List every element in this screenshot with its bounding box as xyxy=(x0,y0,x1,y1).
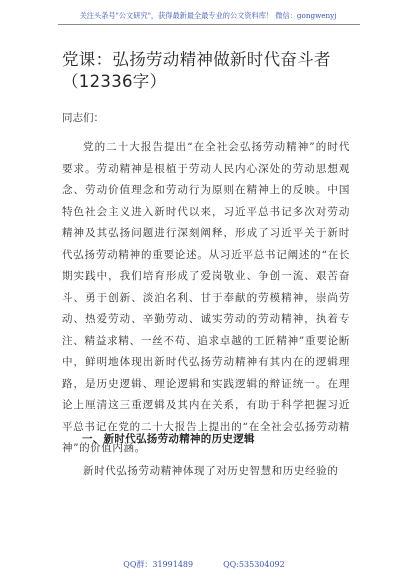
footer-qq-group: QQ群：31991489 xyxy=(123,560,194,569)
footer-contact xyxy=(0,559,408,570)
header-divider xyxy=(58,24,360,25)
document-title: 党课：弘扬劳动精神做新时代奋斗者（12336字） xyxy=(62,50,331,91)
salutation: 同志们： xyxy=(62,112,104,124)
body-paragraph-2: 新时代弘扬劳动精神体现了对历史智慧和历史经验的 xyxy=(83,465,339,477)
section-heading: 一、新时代弘扬劳动精神的历史逻辑 xyxy=(82,433,255,445)
header-note: 关注头条号"公文研究"，获得最新最全最专业的公文资料库！ 微信：gongwenyj xyxy=(79,11,337,20)
body-paragraph-1: 党的二十大报告提出“在全社会弘扬劳动精神”的时代要求。劳动精神是根植于劳动人民内心深处的劳动思想观念、劳动价值理念和劳动行为原则在精神上的反映。中国特色社会主义进入新时代以来，习近平总书记多次对劳动精神及其弘扬问题进行深刻阐释，形成了习近平关于新时代弘扬劳动精神的重要论述。从习近平总书记阐述的“在长期实践中，我们培育形成了爱岗敬业、争创一流、艰苦奋斗、勇于创新、淡泊名利、甘于奉献的劳模精神，崇尚劳动、热爱劳动、辛勤劳动、诚实劳动的劳动精神，执着专注、精益求精、一丝不苟、追求卓越的工匠精神”重要论断中，鲜明地体现出新时代弘扬劳动精神有其内在的逻辑理路，是历史逻辑、理论逻辑和实践逻辑的辩证统一。在理论上厘清这三重逻辑及其内在关系，有助于科学把握习近平总书记在党的二十大报告上提出的“在全社会弘扬劳动精神”的价值内涵。 xyxy=(62,141,350,454)
footer-qq: QQ:535304092 xyxy=(223,560,285,569)
